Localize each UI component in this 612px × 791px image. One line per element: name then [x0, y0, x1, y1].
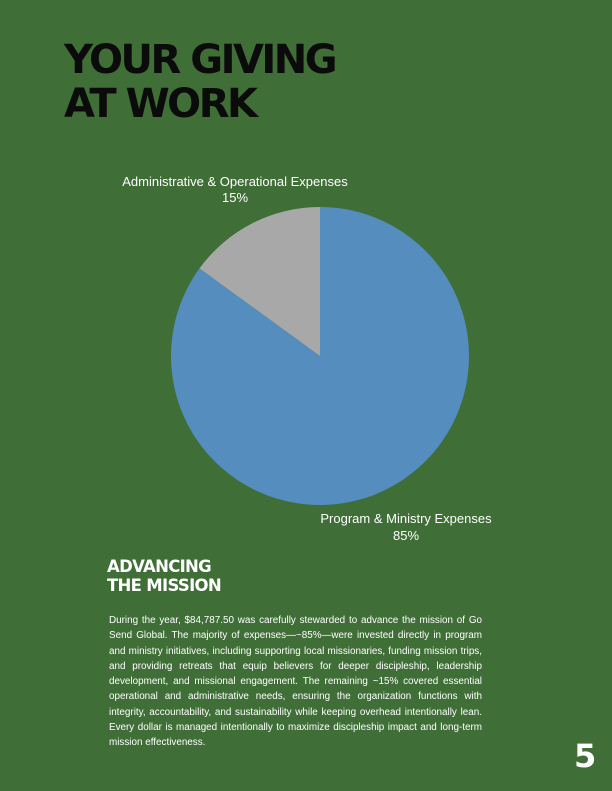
page-title-line-1: YOUR GIVING [64, 37, 336, 83]
page-title-line-2: AT WORK [64, 81, 256, 127]
slice-percent-program: 85% [392, 528, 420, 543]
slice-label-administrative: Administrative & Operational Expenses [122, 174, 348, 189]
page-number: 5 [574, 737, 597, 775]
body-paragraph: During the year, $84,787.50 was carefully stewarded to advance the mission of Go Send Global. The majority of expenses—~85%—were invested directly in program and ministry initiatives, including supporting local missionaries, funding mission trips, and providing retreats that equip believers for deeper discipleship, leadership development, and missional engagement. The remaining ~15% covered essential operational and administrative needs, ensuring the organization functions with integrity, accountability, and sustainability while keeping overhead intentionally lean. Every dollar is managed intentionally to maximize discipleship impact and long-term mission effectiveness. [109, 615, 482, 749]
section-heading-line-2: THE MISSION [107, 576, 221, 595]
section-heading-line-1: ADVANCING [107, 557, 211, 576]
section-heading [107, 557, 221, 595]
slice-percent-administrative: 15% [221, 190, 249, 205]
slice-label-program: Program & Ministry Expenses [320, 511, 492, 526]
